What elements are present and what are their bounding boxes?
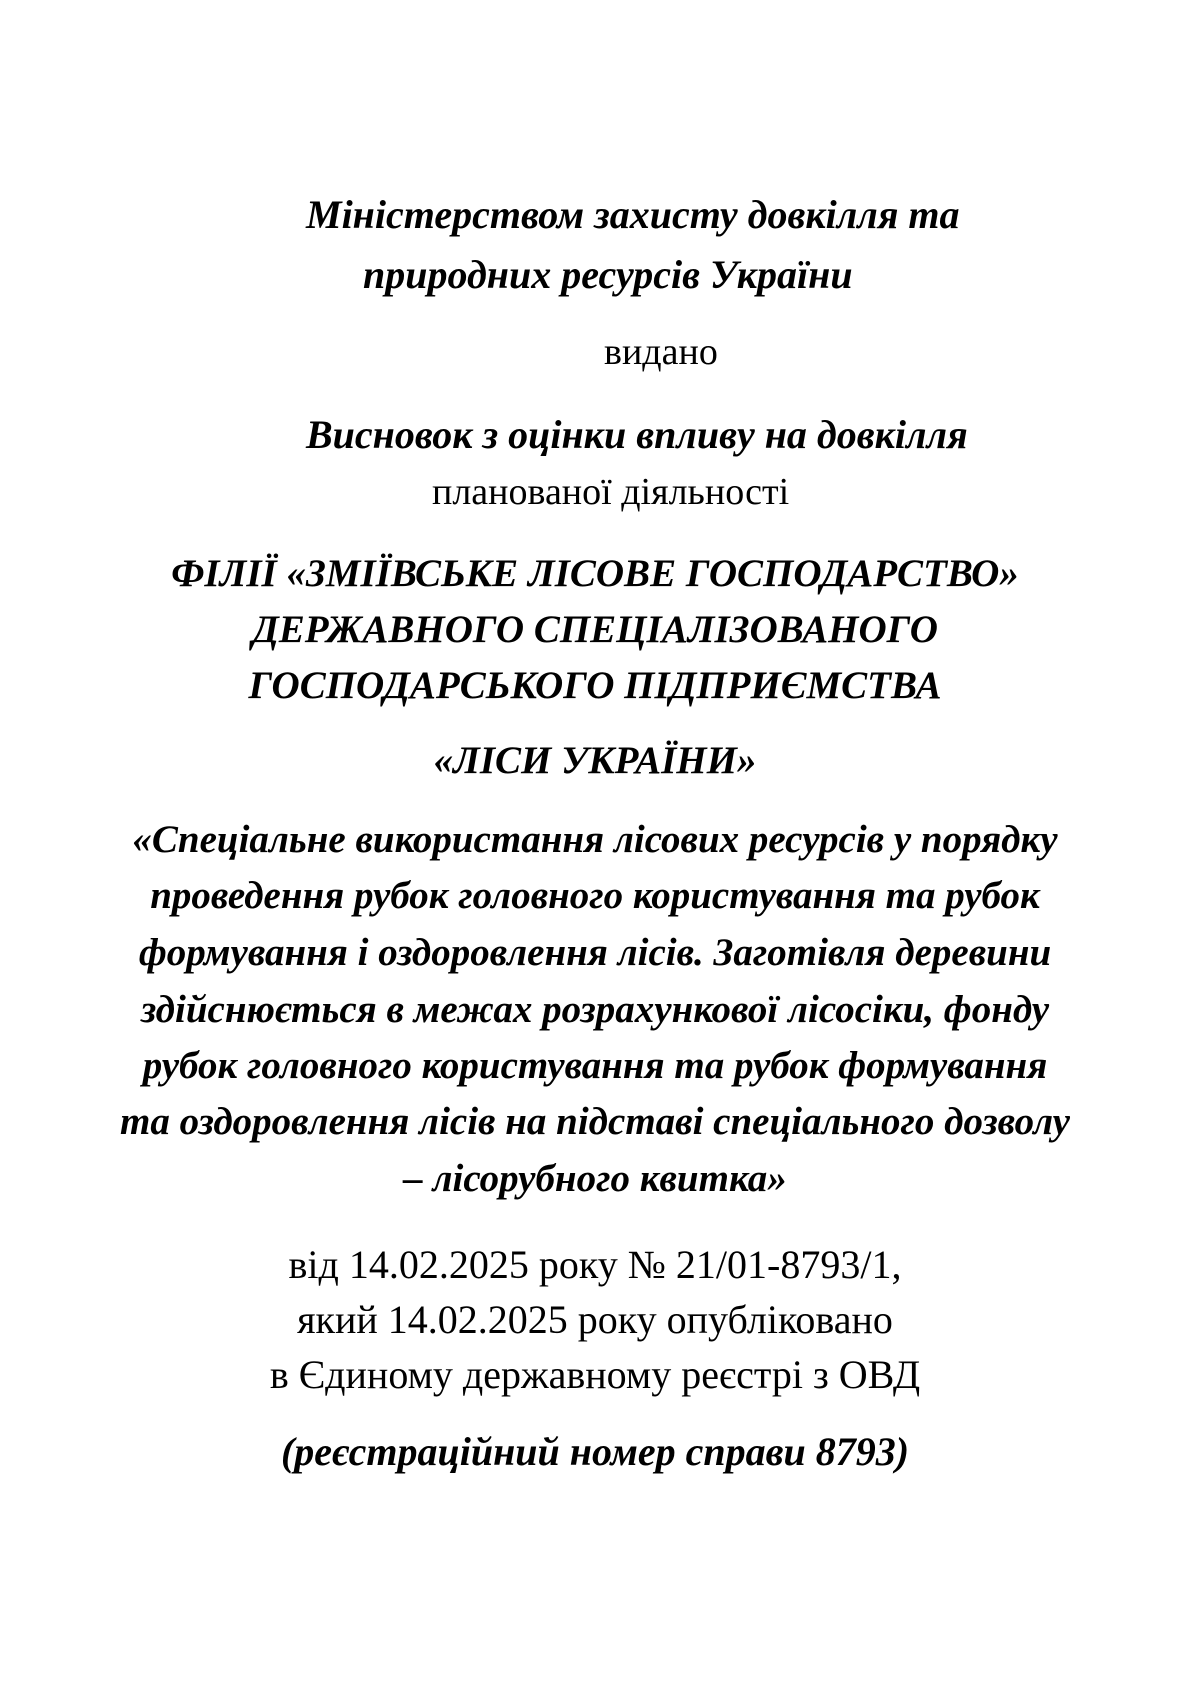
activity-line: проведення рубок головного користування та рубок [150, 874, 1040, 917]
details-published: який 14.02.2025 року опубліковано [297, 1297, 893, 1342]
activity-line: та оздоровлення лісів на підставі спеціального дозволу [120, 1100, 1070, 1143]
company-line-1: ФІЛІЇ «ЗМІЇВСЬКЕ ЛІСОВЕ ГОСПОДАРСТВО» [171, 552, 1019, 595]
ministry-line-2: природних ресурсів України [363, 252, 853, 297]
registration-number: (реєстраційний номер справи 8793) [280, 1429, 910, 1474]
company-line-4: «ЛІСИ УКРАЇНИ» [433, 739, 757, 782]
details-date-number: від 14.02.2025 року № 21/01-8793/1, [288, 1242, 902, 1287]
conclusion-title: Висновок з оцінки впливу на довкілля [306, 412, 968, 457]
activity-line: рубок головного користування та рубок формування [142, 1044, 1048, 1087]
ministry-line-1: Міністерством захисту довкілля та [306, 192, 960, 237]
conclusion-subtitle: планованої діяльності [432, 471, 790, 513]
details-registry: в Єдиному державному реєстрі з ОВД [269, 1352, 921, 1397]
activity-line: – лісорубного квитка» [403, 1157, 787, 1200]
company-line-3: ГОСПОДАРСЬКОГО ПІДПРИЄМСТВА [248, 664, 942, 707]
activity-line: «Спеціальне використання лісових ресурсів у порядку [132, 818, 1058, 861]
activity-line: формування і оздоровлення лісів. Заготівля деревини [138, 931, 1052, 974]
activity-line: здійснюється в межах розрахункової лісосіки, фонду [140, 988, 1050, 1031]
issued-label: видано [604, 331, 718, 373]
company-line-2: ДЕРЖАВНОГО СПЕЦІАЛІЗОВАНОГО [252, 608, 938, 651]
